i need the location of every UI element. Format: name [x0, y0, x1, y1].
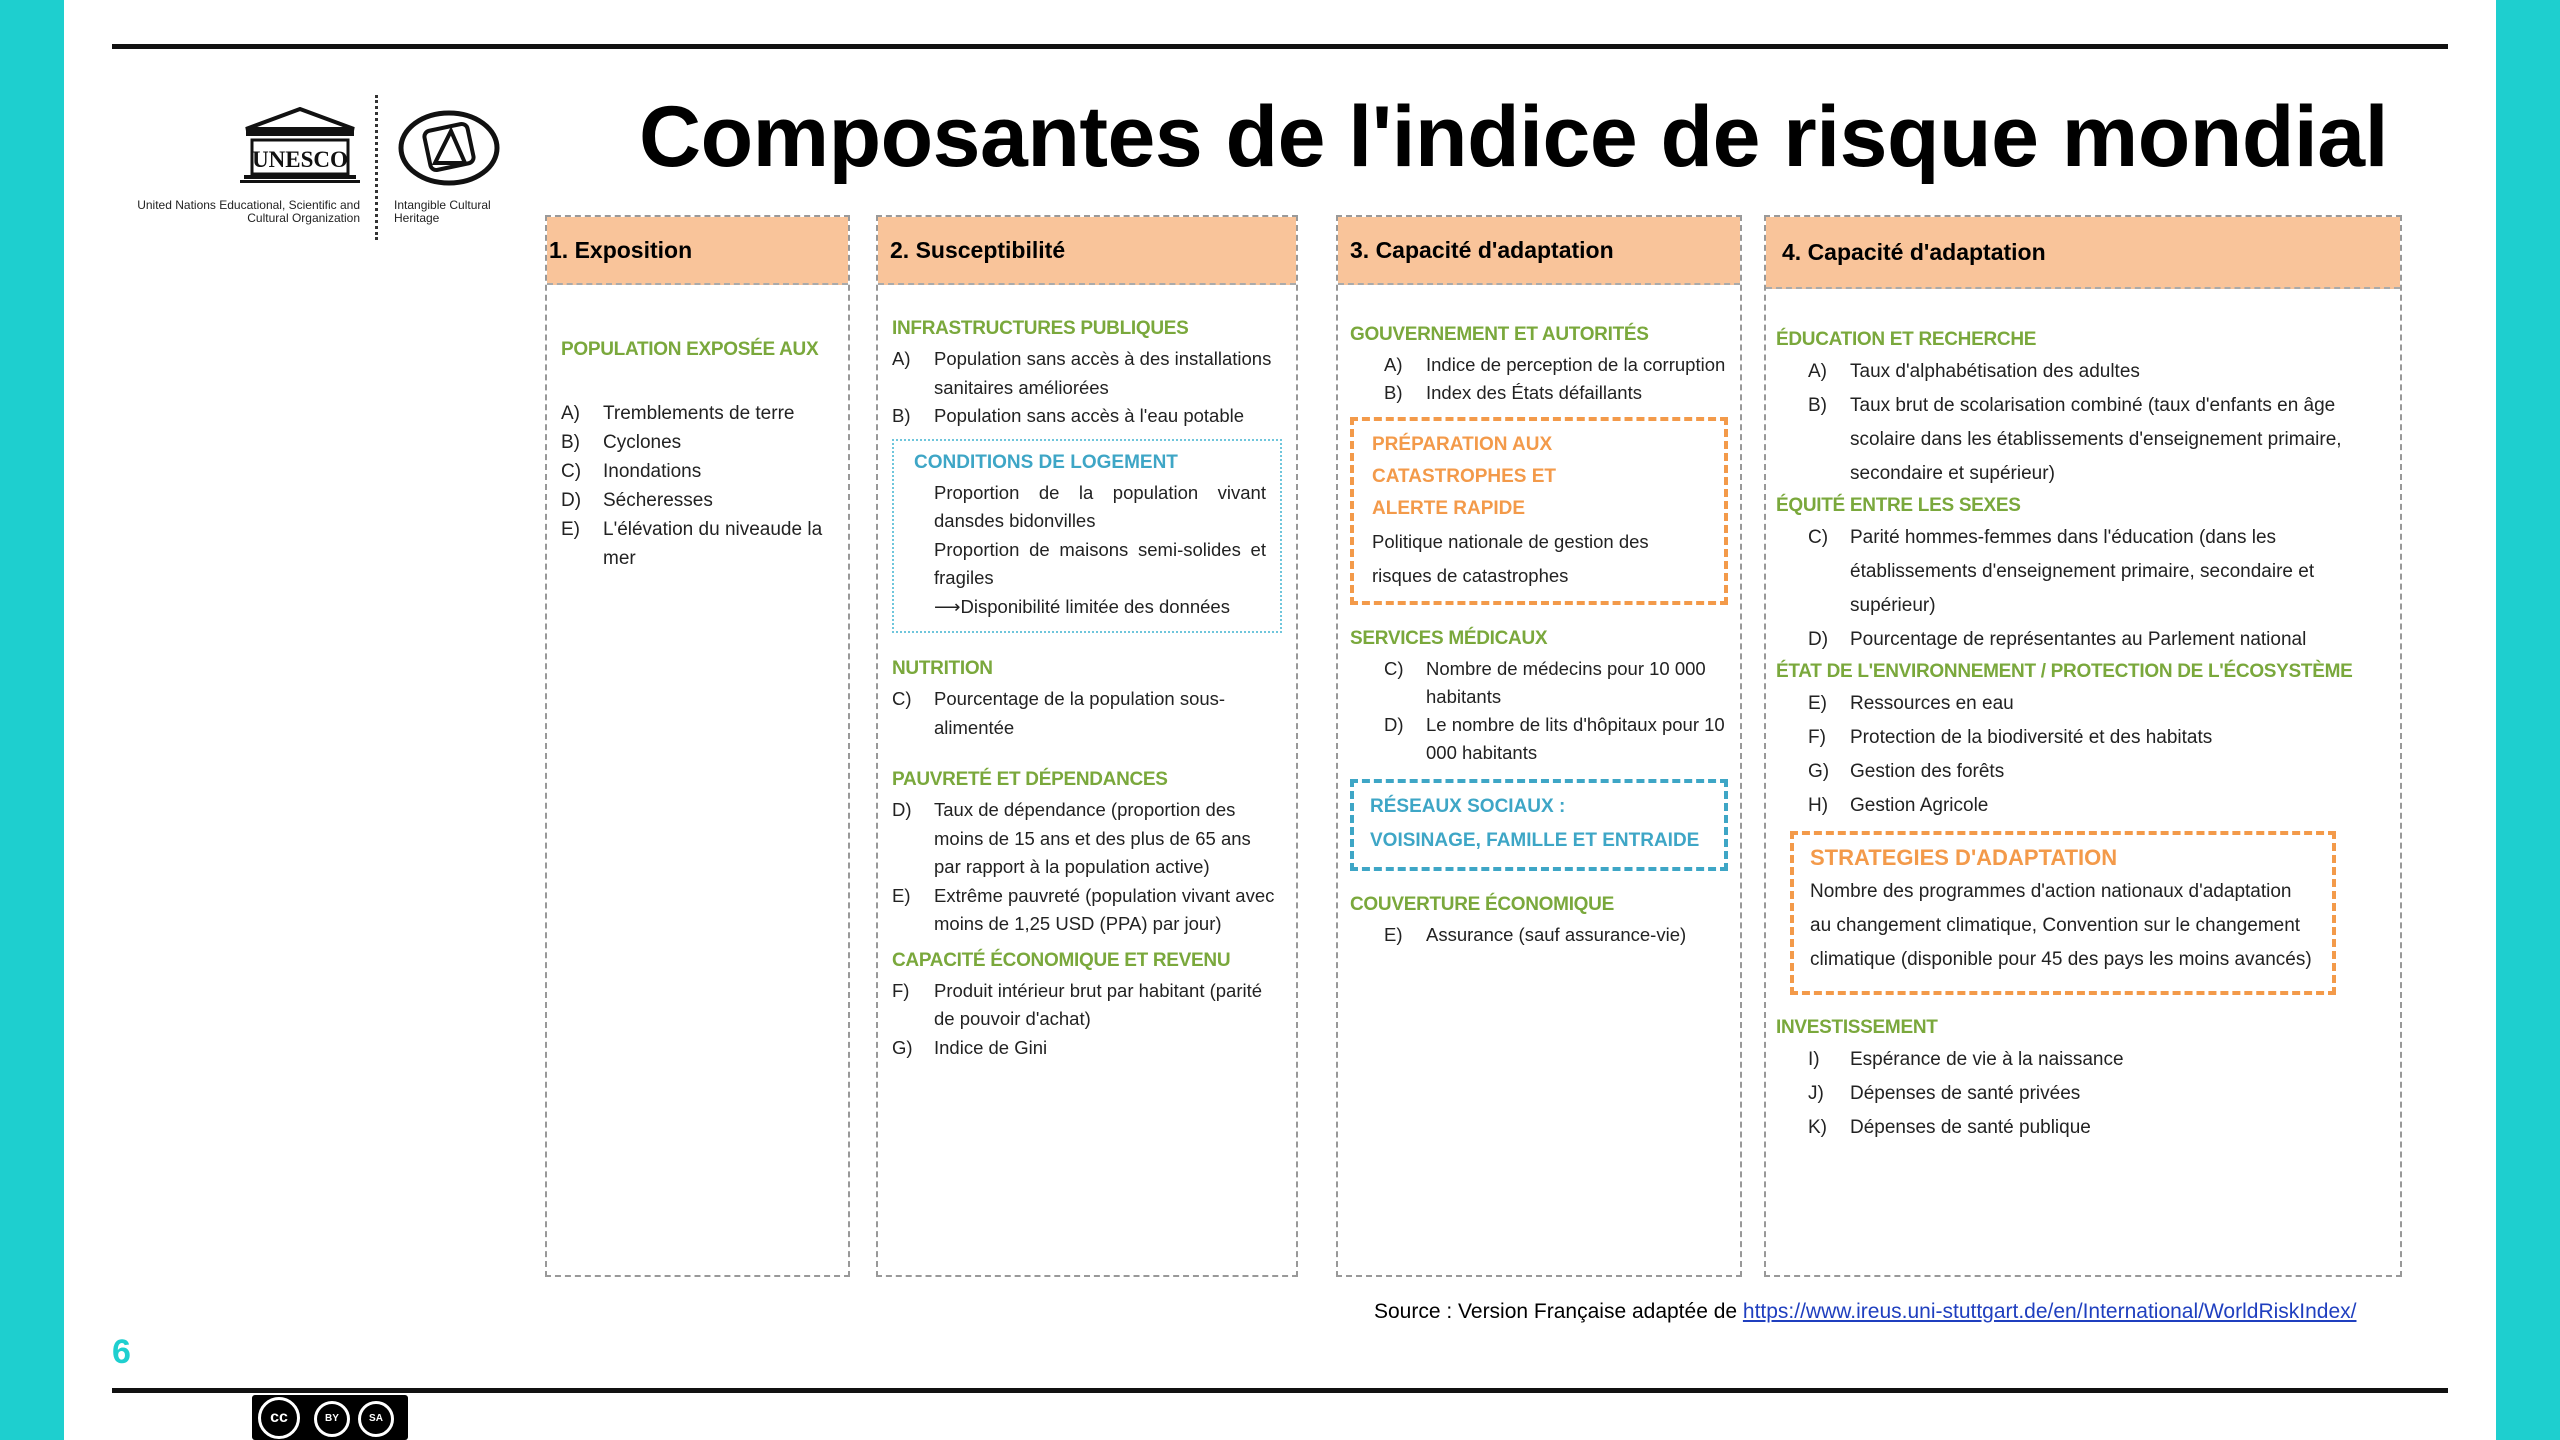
strategies-text: Nombre des programmes d'action nationaux d'adaptation au changement climatique, Convention sur le changement climatique (disponible pour 45 des pays les moins avancés)	[1810, 881, 2312, 970]
logo-divider	[375, 95, 382, 240]
list-item: A) Population sans accès à des installations sanitaires améliorées	[892, 348, 1272, 398]
list-item: E) L'élévation du niveaude la mer	[561, 519, 823, 569]
list-item: C) Nombre de médecins pour 10 000 habitants	[1384, 658, 1706, 707]
section-title: SERVICES MÉDICAUX	[1350, 628, 1548, 649]
list-item: C) Inondations	[561, 461, 702, 482]
section-title: ÉDUCATION ET RECHERCHE	[1776, 329, 2037, 350]
logement-line: Proportion de maisons semi-solides et fragiles	[934, 538, 1266, 588]
list-item: C) Pourcentage de la population sous-alimentée	[892, 688, 1226, 738]
section-title: PRÉPARATION AUX CATASTROPHES ET	[1372, 434, 1557, 487]
list-item: E) Assurance (sauf assurance-vie)	[1384, 924, 1687, 945]
list-item: C) Parité hommes-femmes dans l'éducation (dans les établissements d'enseignement primaire, secondaire et supérieur)	[1808, 527, 2315, 616]
sa-icon: SA	[358, 1401, 394, 1437]
section-title: GOUVERNEMENT ET AUTORITÉS	[1350, 324, 1649, 345]
column-header: 3. Capacité d'adaptation	[1338, 217, 1740, 285]
by-icon: BY	[314, 1401, 350, 1437]
unesco-temple-icon	[240, 107, 360, 183]
section-title: NUTRITION	[892, 658, 993, 679]
section-title: RÉSEAUX SOCIAUX :	[1370, 796, 1566, 817]
list-item: D) Taux de dépendance (proportion des moins de 15 ans et des plus de 65 ans par rapport à la population active)	[892, 799, 1251, 877]
list-item: B) Index des États défaillants	[1384, 382, 1642, 403]
ich-emblem-icon	[397, 109, 501, 187]
bottom-rule-left	[112, 1388, 648, 1393]
top-rule-left	[112, 44, 648, 49]
list-item: B) Taux brut de scolarisation combiné (taux d'enfants en âge scolaire dans les établissements d'enseignement primaire, secondaire et supérieur)	[1808, 395, 2342, 484]
list-item: H) Gestion Agricole	[1808, 795, 1989, 816]
section-title: CAPACITÉ ÉCONOMIQUE ET REVENU	[892, 949, 1231, 971]
list-item: A) Taux d'alphabétisation des adultes	[1808, 361, 2140, 382]
column-header: 1. Exposition	[547, 217, 848, 285]
page-number: 6	[112, 1333, 131, 1371]
list-item: B) Cyclones	[561, 432, 682, 453]
section-title: COUVERTURE ÉCONOMIQUE	[1350, 894, 1614, 915]
column-body	[1776, 277, 2386, 1145]
list-item: J) Dépenses de santé privées	[1808, 1083, 2081, 1104]
arrow-icon: ⟶	[934, 595, 961, 617]
bottom-rule-right	[640, 1388, 2448, 1393]
preparation-box	[1350, 417, 1728, 605]
cc-icon: cc	[258, 1397, 300, 1439]
list-item: B) Population sans accès à l'eau potable	[892, 405, 1245, 426]
list-item: D) Pourcentage de représentantes au Parlement national	[1808, 629, 2307, 650]
column-header: 2. Susceptibilité	[878, 217, 1296, 285]
cc-license-badge[interactable]	[252, 1395, 408, 1440]
list-item: D) Sécheresses	[561, 490, 713, 511]
list-item: F) Protection de la biodiversité et des habitats	[1808, 727, 2213, 748]
column-body	[892, 273, 1282, 1062]
list-item: G) Indice de Gini	[892, 1036, 1048, 1058]
section-title: PAUVRETÉ ET DÉPENDANCES	[892, 769, 1168, 790]
column-body	[561, 285, 834, 573]
list-item: K) Dépenses de santé publique	[1808, 1117, 2091, 1138]
unesco-ich-logo	[112, 95, 532, 245]
column-header: 4. Capacité d'adaptation	[1766, 217, 2400, 289]
list-item: E) Ressources en eau	[1808, 693, 2014, 714]
section-title: ÉTAT DE L'ENVIRONNEMENT / PROTECTION DE L'ÉCOSYSTÈME	[1776, 661, 2353, 682]
page-title: Composantes de l'indice de risque mondial	[639, 89, 2388, 185]
list-item: A) Indice de perception de la corruption	[1384, 354, 1726, 375]
top-rule-right	[640, 44, 2448, 49]
column-susceptibilite	[876, 215, 1298, 1277]
list-item: D) Le nombre de lits d'hôpitaux pour 10 000 habitants	[1384, 714, 1725, 763]
column-exposition	[545, 215, 850, 1277]
logement-line: Proportion de la population vivant dansdes bidonvilles	[934, 481, 1266, 531]
list-item: I) Espérance de vie à la naissance	[1808, 1049, 2124, 1070]
source-prefix: Source : Version Française adaptée de	[1374, 1300, 1743, 1323]
section-title: ALERTE RAPIDE	[1372, 498, 1526, 519]
ich-caption: Intangible Cultural Heritage	[394, 198, 491, 225]
reseaux-box	[1350, 779, 1728, 871]
logement-box	[892, 439, 1282, 634]
section-title: INVESTISSEMENT	[1776, 1017, 1938, 1038]
unesco-word: UNESCO	[252, 147, 348, 172]
list-item: F) Produit intérieur brut par habitant (parité de pouvoir d'achat)	[892, 979, 1263, 1029]
column-capacite-adaptation-3	[1336, 215, 1742, 1277]
section-title: STRATEGIES D'ADAPTATION	[1810, 845, 2118, 870]
section-title: VOISINAGE, FAMILLE ET ENTRAIDE	[1370, 830, 1700, 851]
slide	[64, 0, 2496, 1440]
section-title: CONDITIONS DE LOGEMENT	[914, 451, 1178, 473]
list-item: A) Tremblements de terre	[561, 403, 795, 424]
column-body	[1350, 273, 1728, 949]
column-capacite-adaptation-4	[1764, 215, 2402, 1277]
preparation-text: Politique nationale de gestion des risques de catastrophes	[1372, 531, 1649, 586]
strategies-box	[1790, 831, 2336, 995]
section-title: ÉQUITÉ ENTRE LES SEXES	[1776, 495, 2021, 516]
list-item: G) Gestion des forêts	[1808, 761, 2005, 782]
source-link[interactable]: https://www.ireus.uni-stuttgart.de/en/International/WorldRiskIndex/	[1742, 1300, 2357, 1323]
list-item: E) Extrême pauvreté (population vivant avec moins de 1,25 USD (PPA) par jour)	[892, 884, 1275, 934]
unesco-caption: United Nations Educational, Scientific and Cultural Organization	[137, 198, 360, 225]
logement-line: ⟶Disponibilité limitée des données	[934, 595, 1230, 617]
section-title: INFRASTRUCTURES PUBLIQUES	[892, 318, 1189, 339]
source-note	[1374, 1300, 2356, 1324]
section-title: POPULATION EXPOSÉE AUX	[561, 339, 819, 360]
